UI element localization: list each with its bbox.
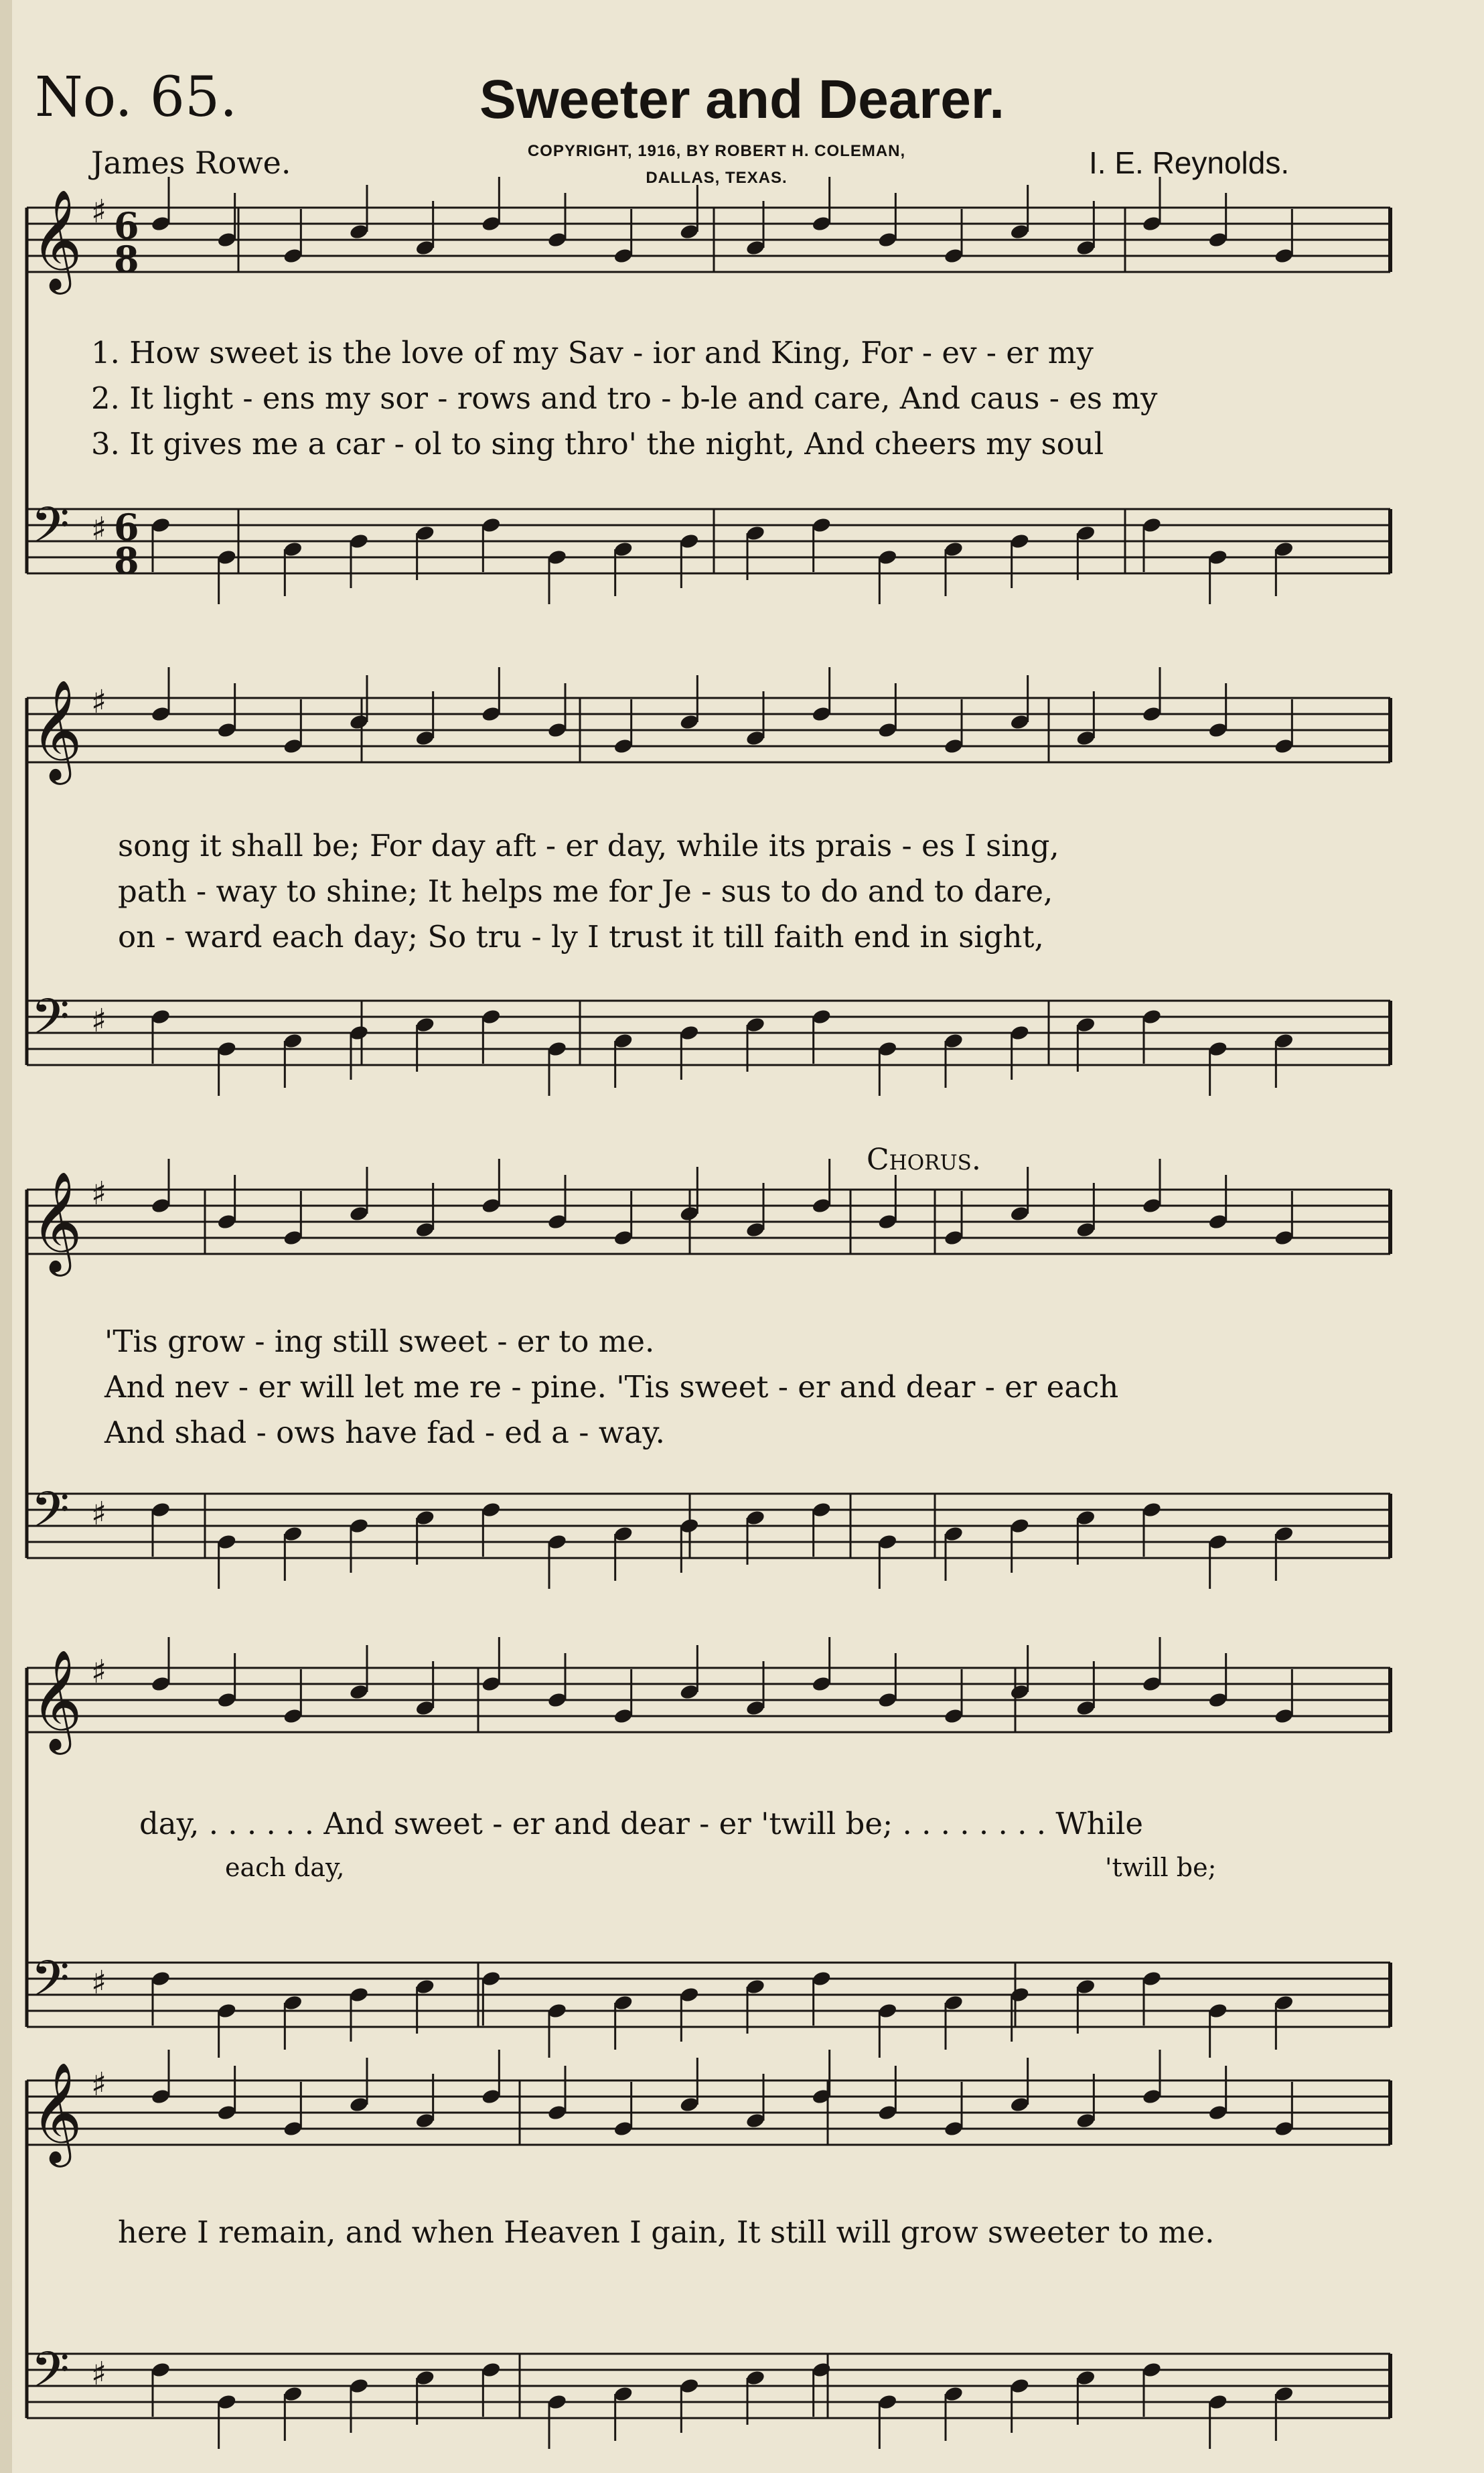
bass-clef-2: 𝄢 — [31, 988, 70, 1058]
bass-clef-3: 𝄢 — [31, 1481, 70, 1551]
hymn-title: Sweeter and Dearer. — [479, 69, 1005, 130]
lyric-line-s3-v3: And shad - ows have fad - ed a - way. — [104, 1415, 665, 1450]
lyric-line-s2-v1: song it shall be; For day aft - er day, while its prais - es I sing, — [118, 828, 1059, 863]
key-sharp-treble-1: ♯ — [91, 193, 107, 230]
lyric-line-s1-v1: 1. How sweet is the love of my Sav - ior and King, For - ev - er my — [91, 335, 1094, 370]
lyric-line-s2-v2: path - way to shine; It helps me for Je - sus to do and to dare, — [118, 873, 1053, 909]
lyricist-name: James Rowe. — [91, 145, 291, 181]
bass-clef-1: 𝄢 — [31, 496, 70, 567]
key-sharp-bass-3: ♯ — [91, 1495, 107, 1533]
treble-clef-2: 𝄞 — [31, 679, 82, 780]
hymn-number: No. 65. — [35, 66, 238, 129]
key-sharp-bass-1: ♯ — [91, 510, 107, 548]
lyric-line-s5: here I remain, and when Heaven I gain, It still will grow sweeter to me. — [118, 2214, 1215, 2250]
bass-clef-4: 𝄢 — [31, 1950, 70, 2020]
chorus-label: Chorus. — [867, 1143, 981, 1177]
copyright-line-1: COPYRIGHT, 1916, BY ROBERT H. COLEMAN, — [527, 142, 906, 160]
key-sharp-treble-2: ♯ — [91, 683, 107, 721]
lyric-line-s2-v3: on - ward each day; So tru - ly I trust it till faith end in sight, — [118, 919, 1044, 955]
time-sig-bottom-treble: 8 — [114, 238, 139, 281]
time-sig-top-bass: 6 — [114, 506, 139, 549]
alto-lyric-twill-be: 'twill be; — [1105, 1853, 1217, 1882]
lyric-line-s3-v2: And nev - er will let me re - pine. 'Tis sweet - er and dear - er each — [104, 1369, 1119, 1405]
treble-clef-1: 𝄞 — [31, 188, 82, 290]
key-sharp-treble-5: ♯ — [91, 2066, 107, 2103]
lyric-line-s3-v1: 'Tis grow - ing still sweet - er to me. — [104, 1324, 655, 1359]
lyric-line-s1-v3: 3. It gives me a car - ol to sing thro' the night, And cheers my soul — [91, 426, 1104, 462]
bass-clef-5: 𝄢 — [31, 2341, 70, 2411]
key-sharp-treble-4: ♯ — [91, 1653, 107, 1691]
composer-name: I. E. Reynolds. — [1089, 145, 1290, 180]
time-sig-top-treble: 6 — [114, 204, 139, 247]
lyric-line-s4: day, . . . . . . And sweet - er and dear - er 'twill be; . . . . . . . . While — [139, 1806, 1143, 1841]
lyric-line-s1-v2: 2. It light - ens my sor - rows and tro - b-le and care, And caus - es my — [91, 380, 1158, 416]
alto-lyric-each-day: each day, — [225, 1853, 345, 1882]
treble-clef-5: 𝄞 — [31, 2061, 82, 2163]
key-sharp-bass-4: ♯ — [91, 1964, 107, 2001]
key-sharp-treble-3: ♯ — [91, 1175, 107, 1212]
treble-clef-3: 𝄞 — [31, 1170, 82, 1272]
copyright-line-2: DALLAS, TEXAS. — [646, 169, 788, 187]
time-sig-bottom-bass: 8 — [114, 539, 139, 582]
key-sharp-bass-2: ♯ — [91, 1002, 107, 1040]
key-sharp-bass-5: ♯ — [91, 2355, 107, 2393]
treble-clef-4: 𝄞 — [31, 1648, 82, 1750]
